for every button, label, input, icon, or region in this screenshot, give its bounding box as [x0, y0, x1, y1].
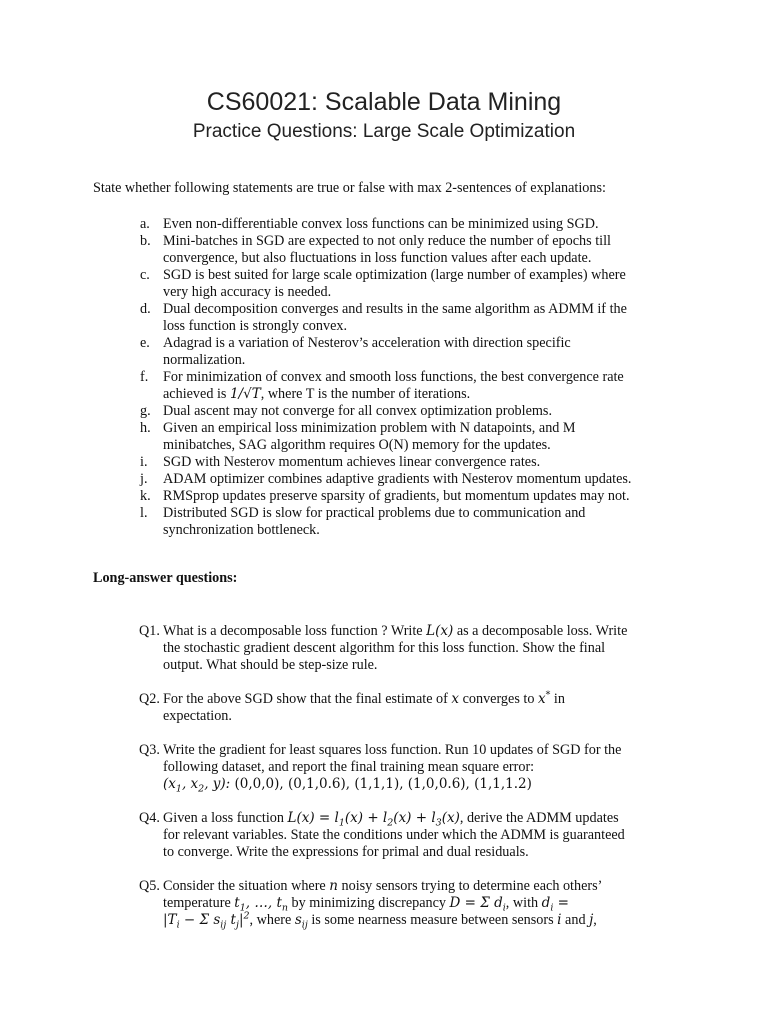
q5-text: temperature: [163, 895, 235, 911]
statement-text: , where T is the number of iterations.: [260, 386, 471, 402]
statement-item: [140, 216, 700, 233]
question-q1: [139, 623, 699, 674]
q5-text: , where: [249, 912, 295, 928]
q2-text: converges to: [459, 691, 538, 707]
q5-math-di: $d_i$ =: [541, 895, 569, 914]
long-answer-header: Long-answer questions:: [93, 570, 238, 586]
statement-text: Mini-batches in SGD are expected to not only reduce the number of epochs till: [163, 233, 611, 249]
question-q2: [139, 691, 699, 725]
statement-letter: a.: [140, 216, 150, 232]
q4-text: , derive the ADMM updates: [459, 810, 619, 826]
statement-text: minibatches, SAG algorithm requires O(N) memory for the updates.: [163, 437, 551, 453]
statement-item: [140, 488, 700, 505]
statement-text: Given an empirical loss minimization problem with N datapoints, and M: [163, 420, 576, 436]
question-number: Q4.: [139, 810, 160, 826]
q5-math-D: D = Σ $d_i$: [449, 895, 506, 914]
question-number: Q3.: [139, 742, 160, 758]
statement-text: ADAM optimizer combines adaptive gradients with Nesterov momentum updates.: [163, 471, 632, 487]
statement-letter: g.: [140, 403, 151, 419]
statement-text: convergence, but also fluctuations in loss function values after each update.: [163, 250, 592, 266]
q2-text: expectation.: [163, 708, 232, 724]
statement-letter: b.: [140, 233, 151, 249]
q1-text: as a decomposable loss. Write: [453, 623, 628, 639]
statement-text: For minimization of convex and smooth loss functions, the best convergence rate: [163, 369, 624, 385]
statement-letter: k.: [140, 488, 151, 504]
q1-text: output. What should be step-size rule.: [163, 657, 378, 673]
statement-letter: i.: [140, 454, 148, 470]
statement-letter: j.: [140, 471, 148, 487]
question-number: Q5.: [139, 878, 160, 894]
statement-text: Adagrad is a variation of Nesterov’s acceleration with direction specific: [163, 335, 571, 351]
q5-math-sij: $s_{ij}$: [294, 912, 308, 931]
q5-math-n: n: [329, 878, 338, 894]
true-false-instructions: State whether following statements are true or false with max 2-sentences of explanations:: [93, 180, 606, 196]
statement-item: [140, 233, 700, 267]
q2-math-xstar: x*: [537, 689, 551, 707]
q4-text: to converge. Write the expressions for primal and dual residuals.: [163, 844, 529, 860]
statement-item: [140, 267, 700, 301]
statement-text: Dual ascent may not converge for all convex optimization problems.: [163, 403, 552, 419]
statement-item: [140, 403, 700, 420]
statement-letter: h.: [140, 420, 151, 436]
q5-text: , with: [505, 895, 542, 911]
question-q3: [139, 742, 699, 793]
question-number: Q1.: [139, 623, 160, 639]
statement-text: loss function is strongly convex.: [163, 318, 348, 334]
q4-text: for relevant variables. State the conditions under which the ADMM is guaranteed: [163, 827, 625, 843]
statement-item: [140, 369, 700, 403]
statement-text: RMSprop updates preserve sparsity of gradients, but momentum updates may not.: [163, 488, 630, 504]
rate-math: 1/√T: [229, 386, 261, 402]
q5-math-temps: $t_1$, …, $t_n$: [234, 895, 288, 914]
q3-dataset: (0,0,0), (0,1,0.6), (1,1,1), (1,0,0.6), (1,1,1.2): [230, 776, 532, 792]
q2-text: For the above SGD show that the final estimate of: [163, 691, 452, 707]
q3-math-vars: ($x_1$, $x_2$, y):: [163, 776, 231, 795]
statement-item: [140, 335, 700, 369]
q5-math-j: j: [589, 912, 594, 928]
statement-text: [163, 386, 700, 403]
statement-text: synchronization bottleneck.: [163, 522, 320, 538]
statement-letter: f.: [140, 369, 149, 385]
document-subtitle: Practice Questions: Large Scale Optimization: [192, 121, 576, 142]
statement-item: [140, 454, 700, 471]
document-title: CS60021: Scalable Data Mining: [206, 88, 562, 116]
q1-math-L: L(x): [426, 623, 454, 639]
statement-text: Even non-differentiable convex loss functions can be minimized using SGD.: [163, 216, 599, 232]
q1-text: the stochastic gradient descent algorithm for this loss function. Show the final: [163, 640, 606, 656]
statement-letter: e.: [140, 335, 150, 351]
statement-letter: c.: [140, 267, 150, 283]
statement-text: SGD with Nesterov momentum achieves linear convergence rates.: [163, 454, 541, 470]
q4-text: Given a loss function: [163, 810, 288, 826]
q4-math-loss: $L(x) = l_1(x) + l_2(x) + l_3(x)$: [287, 810, 460, 829]
statement-text: Dual decomposition converges and results in the same algorithm as ADMM if the: [163, 301, 627, 317]
q2-text: in: [550, 691, 565, 707]
statement-letter: l.: [140, 505, 148, 521]
q5-math-residual: $|T_i - \Sigma$ $s_{ij}$ $t_j|^2$: [163, 910, 250, 931]
q5-text: is some nearness measure between sensors: [307, 912, 558, 928]
true-false-list: [140, 216, 700, 539]
q5-text: by minimizing discrepancy: [288, 895, 450, 911]
question-q5: [139, 878, 699, 929]
statement-item: [140, 505, 700, 539]
statement-text: normalization.: [163, 352, 246, 368]
question-q4: [139, 810, 699, 861]
q2-math-x: x: [451, 691, 460, 707]
q5-text: Consider the situation where: [163, 878, 330, 894]
q3-text: following dataset, and report the final training mean square error:: [163, 759, 535, 775]
q5-text: noisy sensors trying to determine each others’: [337, 878, 603, 894]
statement-text: Distributed SGD is slow for practical problems due to communication and: [163, 505, 586, 521]
statement-text: very high accuracy is needed.: [163, 284, 332, 300]
question-number: Q2.: [139, 691, 160, 707]
statement-item: [140, 471, 700, 488]
q3-text: Write the gradient for least squares loss function. Run 10 updates of SGD for the: [163, 742, 622, 758]
statement-text: achieved is: [163, 386, 230, 402]
statement-item: [140, 420, 700, 454]
long-answer-list: [139, 623, 699, 946]
statement-item: [140, 301, 700, 335]
q5-text: ,: [593, 912, 597, 928]
statement-letter: d.: [140, 301, 151, 317]
q5-text: and: [561, 912, 590, 928]
q1-text: What is a decomposable loss function ? Write: [163, 623, 427, 639]
statement-text: SGD is best suited for large scale optimization (large number of examples) where: [163, 267, 626, 283]
q5-math-i: i: [557, 912, 562, 928]
